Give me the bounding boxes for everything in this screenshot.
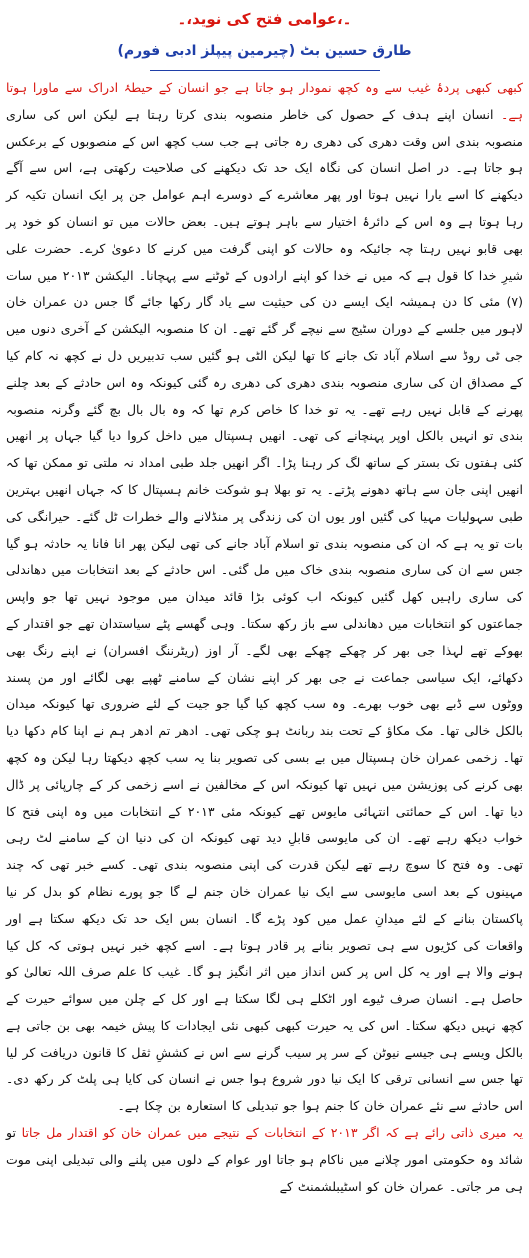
body-paragraph-2: تو شائد وہ حکومتی امور چلانے میں ناکام ہو جاتا اور عوام کے دلوں میں پلنے والی تبدیلی اپنی موت ہی مر جاتی۔ عمران خان کو اسٹیبلشمنٹ کے [6,1125,523,1194]
article-body [6,75,523,1120]
byline-underline [150,70,380,71]
article-body-2 [6,1120,523,1200]
lead-sentence: کبھی کبھی پردۂ غیب سے وہ کچھ نمودار ہو جاتا ہے جو انسان کے حیطۂ ادراک سے ماورا ہوتا ہے۔ [6,80,523,122]
body-paragraph-1: انسان اپنے ہدف کے حصول کی خاطر منصوبہ بندی کرتا رہتا ہے لیکن اس کی ساری منصوبہ بندی اس وقت دھری کی دھری رہ جاتی ہے جب سب کچھ اس کے منصوبوں کے برعکس ہو جاتا ہے۔ در اصل انسان کی نگاہ ایک حد تک دیکھنے کی صلاحیت رکھتی ہے، اس سے آگے دیکھنے کا اسے یارا نہیں ہوتا اور پھر معاشرے کے دوسرے اہم عوامل جن پر ایک انسان تکیہ کر رہا ہوتا ہے وہ اس کے دائرۂ اختیار سے باہر ہوتے ہیں۔ بعض حالات میں تو انسان کو خود پر بھی قابو نہیں رہتا چہ جائیکہ وہ حالات کو اپنی گرفت میں کرنے کا دعویٰ کرے۔ حضرت علی شیرِ خدا کا قول ہے کہ میں نے خدا کو اپنے ارادوں کے ٹوٹنے سے پہچانا۔ الیکشن ۲۰۱۳ میں سات (۷) مئی کا دن ہمیشہ ایک ایسے دن کی حیثیت سے یاد گار رکھا جائے گا جس دن عمران خان لاہور میں جلسے کے دوران سٹیج سے نیچے گر گئے تھے۔ ان کا منصوبہ الیکشن کے آخری دنوں میں جی ٹی روڈ سے اسلام آباد تک جانے کا تھا لیکن الٹی ہو گئیں سب تدبیریں دل نے کچھ نہ کام کیا کے مصداق ان کی ساری منصوبہ بندی دھری کی دھری رہ گئی کیونکہ وہ اس حادثے کے بعد چلنے پھرنے کے قابل نہیں رہے تھے۔ یہ تو خدا کا خاص کرم تھا کہ وہ بال بال بچ گئے وگرنہ منصوبہ بندی تو انہیں بالکل اوپر پہنچانے کی تھی۔ انھیں ہسپتال میں داخل کروا دیا گیا جہاں پر انھیں کئی ہفتوں تک بستر کے ساتھ لگ کر رہنا پڑا۔ اگر انھیں جلد طبی امداد نہ ملتی تو ممکن تھا کہ انھیں اپنی جان سے ہاتھ دھونے پڑتے۔ یہ تو بھلا ہو شوکت خانم ہسپتال کا کہ جہاں انھیں بہترین طبی سہولیات مہیا کی گئیں اور یوں ان کی زندگی پر منڈلانے والے خطرات ٹل گئے۔ حیرانگی کی بات تو یہ ہے کہ ان کی منصوبہ بندی تو اسلام آباد جانے کی تھی لیکن پھر انا فانا یہ حادثہ ہو گیا جس سے ان کی ساری منصوبہ بندی خاک میں مل گئی۔ اس حادثے کے بعد انتخابات میں دھاندلی کی ساری راہیں کھل گئیں کیونکہ اب کوئی بڑا قائد میدان میں موجود نہیں تھا جو واپس جماعتوں کو انتخابات میں دھاندلی سے باز رکھ سکتا۔ وہی گھسے پٹے سیاستدان تھے جو اقتدار کے بھوکے تھے لہذا جی بھر کر چھکے چھکے بھی لگے۔ آر اوز (ریٹرننگ افسران) نے اپنے رنگ بھی دکھائے، ایک سیاسی جماعت نے جی بھر کر اپنے نشان کے سامنے ٹھپے بھی لگائے اور من پسند ووٹوں سے ڈبے بھی خوب بھرے۔ وہ سب کچھ کیا گیا جو جیت کے لئے ضروری تھا کیونکہ میدان بالکل خالی تھا۔ مک مکاؤ کے تحت بند ربانٹ ہو چکی تھی۔ ادھر تم ادھر ہم نے اپنا کام دکھا دیا تھا۔ زخمی عمران خان ہسپتال میں بے بسی کی تصویر بنا یہ سب کچھ دیکھتا رہا لیکن وہ کچھ بھی کرنے کی پوزیشن میں نہیں تھا کیونکہ اس کے مخالفین نے اسے زخمی کر کے چارپائی پر ڈال دیا تھا۔ اس کے حمائتی انتہائی مایوس تھے کیونکہ مئی ۲۰۱۳ کے انتخابات میں وہ اپنی فتح کا خواب دیکھ رہے تھے۔ ان کی مایوسی قابلِ دید تھی کیونکہ ان کی دنیا ان کے سامنے لٹ رہی تھی۔ وہ فتح کا سوچ رہے تھے لیکن قدرت کی اپنی منصوبہ بندی تھی۔ کسے خبر تھی کہ چند مہینوں کے بعد اسی مایوسی سے ایک نیا عمران خان جنم لے گا جو پورے نظام کو بدل کر نیا پاکستان بنانے کے لئے میدانِ عمل میں کود پڑے گا۔ انسان بس ایک حد تک دیکھ سکتا ہے اور واقعات کی کڑیوں سے ہی تصویر بنانے پر قادر ہوتا ہے۔ اسے کچھ خبر نہیں ہوتی کہ کل کیا ہونے والا ہے اور یہ کل اس پر کس انداز میں اثر انگیز ہو گا۔ غیب کا علم صرف اللہ تعالیٰ کو حاصل ہے۔ انسان صرف ٹیوے اور اٹکلے ہی لگا سکتا ہے اور کل کے چلن میں سوائے حیرت کے کچھ نہیں دیکھ سکتا۔ اس کی یہ حیرت کبھی کبھی نئی ایجادات کا پیش خیمہ بھی بن جاتی ہے بالکل ویسے ہی جیسے نیوٹن کے سر پر سیب گرنے سے اس نے کششِ ثقل کا قانون دریافت کر لیا تھا جس سے انسانی ترقی کا ایک نیا دور شروع ہوا جس نے انسان کی کایا ہی پلٹ کر رکھ دی۔ اس حادثے سے نئے عمران خان کا جنم ہوا جو تبدیلی کا استعارہ بن چکا ہے۔ [6,106,524,1114]
article-title: ۔،عوامی فتح کی نوید،۔ [177,10,352,28]
opinion-highlight: یہ میری ذاتی رائے ہے کہ اگر ۲۰۱۳ کے انتخابات کے نتیجے میں عمران خان کو اقتدار مل جاتا [21,1125,523,1141]
article-byline: طارق حسین بٹ (چیرمین پیپلز ادبی فورم) [117,43,412,59]
